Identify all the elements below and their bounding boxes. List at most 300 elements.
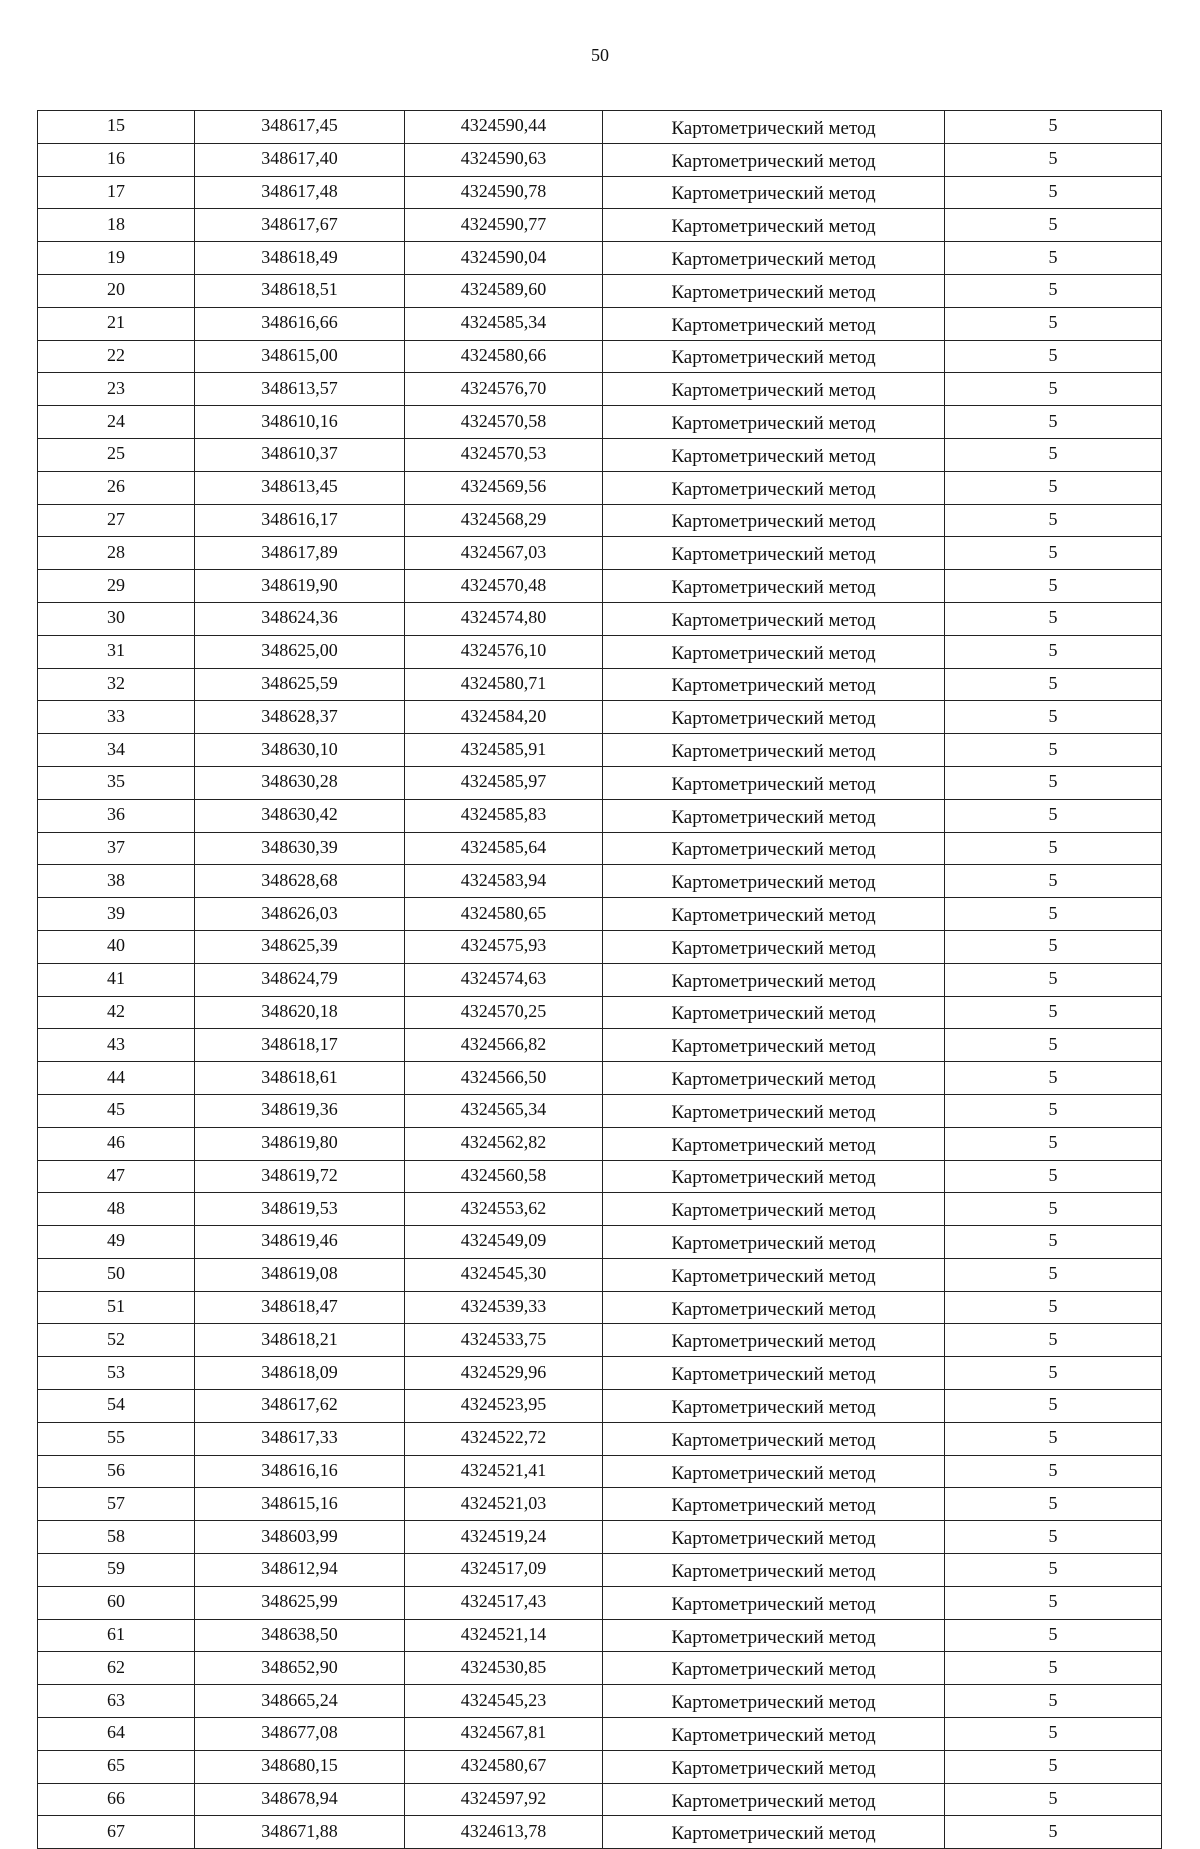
method-cell: Картометрический метод <box>603 1488 945 1521</box>
x-coordinate-cell: 348619,46 <box>195 1226 405 1259</box>
accuracy-cell: 5 <box>945 1357 1162 1390</box>
table-row <box>38 1258 1162 1291</box>
y-coordinate-cell: 4324522,72 <box>405 1422 603 1455</box>
point-number-cell: 21 <box>38 307 195 340</box>
y-coordinate-cell: 4324590,77 <box>405 209 603 242</box>
y-coordinate-cell: 4324565,34 <box>405 1094 603 1127</box>
accuracy-cell: 5 <box>945 1619 1162 1652</box>
point-number-cell: 66 <box>38 1783 195 1816</box>
table-row <box>38 209 1162 242</box>
accuracy-cell: 5 <box>945 1390 1162 1423</box>
table-row <box>38 1226 1162 1259</box>
point-number-cell: 47 <box>38 1160 195 1193</box>
x-coordinate-cell: 348630,28 <box>195 766 405 799</box>
table-row <box>38 1160 1162 1193</box>
method-cell: Картометрический метод <box>603 1718 945 1751</box>
method-cell: Картометрический метод <box>603 963 945 996</box>
method-cell: Картометрический метод <box>603 504 945 537</box>
x-coordinate-cell: 348624,79 <box>195 963 405 996</box>
method-cell: Картометрический метод <box>603 1226 945 1259</box>
x-coordinate-cell: 348617,40 <box>195 143 405 176</box>
y-coordinate-cell: 4324553,62 <box>405 1193 603 1226</box>
accuracy-cell: 5 <box>945 799 1162 832</box>
table-row <box>38 1193 1162 1226</box>
x-coordinate-cell: 348615,00 <box>195 340 405 373</box>
y-coordinate-cell: 4324549,09 <box>405 1226 603 1259</box>
method-cell: Картометрический метод <box>603 1783 945 1816</box>
method-cell: Картометрический метод <box>603 242 945 275</box>
accuracy-cell: 5 <box>945 963 1162 996</box>
method-cell: Картометрический метод <box>603 373 945 406</box>
table-row <box>38 1390 1162 1423</box>
y-coordinate-cell: 4324570,53 <box>405 438 603 471</box>
method-cell: Картометрический метод <box>603 701 945 734</box>
accuracy-cell: 5 <box>945 274 1162 307</box>
point-number-cell: 35 <box>38 766 195 799</box>
point-number-cell: 34 <box>38 734 195 767</box>
y-coordinate-cell: 4324584,20 <box>405 701 603 734</box>
table-row <box>38 1718 1162 1751</box>
method-cell: Картометрический метод <box>603 143 945 176</box>
y-coordinate-cell: 4324545,23 <box>405 1685 603 1718</box>
accuracy-cell: 5 <box>945 701 1162 734</box>
x-coordinate-cell: 348630,42 <box>195 799 405 832</box>
point-number-cell: 23 <box>38 373 195 406</box>
x-coordinate-cell: 348616,17 <box>195 504 405 537</box>
point-number-cell: 36 <box>38 799 195 832</box>
accuracy-cell: 5 <box>945 1422 1162 1455</box>
table-row <box>38 406 1162 439</box>
point-number-cell: 49 <box>38 1226 195 1259</box>
x-coordinate-cell: 348617,89 <box>195 537 405 570</box>
y-coordinate-cell: 4324570,58 <box>405 406 603 439</box>
x-coordinate-cell: 348618,21 <box>195 1324 405 1357</box>
method-cell: Картометрический метод <box>603 1554 945 1587</box>
x-coordinate-cell: 348630,10 <box>195 734 405 767</box>
accuracy-cell: 5 <box>945 996 1162 1029</box>
accuracy-cell: 5 <box>945 1816 1162 1849</box>
table-row <box>38 504 1162 537</box>
y-coordinate-cell: 4324585,83 <box>405 799 603 832</box>
y-coordinate-cell: 4324539,33 <box>405 1291 603 1324</box>
method-cell: Картометрический метод <box>603 274 945 307</box>
accuracy-cell: 5 <box>945 1521 1162 1554</box>
method-cell: Картометрический метод <box>603 307 945 340</box>
y-coordinate-cell: 4324576,10 <box>405 635 603 668</box>
y-coordinate-cell: 4324519,24 <box>405 1521 603 1554</box>
accuracy-cell: 5 <box>945 537 1162 570</box>
x-coordinate-cell: 348671,88 <box>195 1816 405 1849</box>
y-coordinate-cell: 4324566,50 <box>405 1062 603 1095</box>
accuracy-cell: 5 <box>945 1029 1162 1062</box>
y-coordinate-cell: 4324575,93 <box>405 930 603 963</box>
table-row <box>38 1422 1162 1455</box>
accuracy-cell: 5 <box>945 1586 1162 1619</box>
x-coordinate-cell: 348625,39 <box>195 930 405 963</box>
point-number-cell: 40 <box>38 930 195 963</box>
table-row <box>38 1127 1162 1160</box>
x-coordinate-cell: 348612,94 <box>195 1554 405 1587</box>
point-number-cell: 33 <box>38 701 195 734</box>
method-cell: Картометрический метод <box>603 1422 945 1455</box>
accuracy-cell: 5 <box>945 242 1162 275</box>
coordinates-table-body <box>38 111 1162 1849</box>
accuracy-cell: 5 <box>945 1750 1162 1783</box>
x-coordinate-cell: 348617,48 <box>195 176 405 209</box>
point-number-cell: 48 <box>38 1193 195 1226</box>
accuracy-cell: 5 <box>945 734 1162 767</box>
accuracy-cell: 5 <box>945 1554 1162 1587</box>
method-cell: Картометрический метод <box>603 635 945 668</box>
method-cell: Картометрический метод <box>603 1094 945 1127</box>
y-coordinate-cell: 4324585,64 <box>405 832 603 865</box>
x-coordinate-cell: 348615,16 <box>195 1488 405 1521</box>
point-number-cell: 15 <box>38 111 195 144</box>
method-cell: Картометрический метод <box>603 1062 945 1095</box>
point-number-cell: 53 <box>38 1357 195 1390</box>
table-row <box>38 1816 1162 1849</box>
method-cell: Картометрический метод <box>603 1816 945 1849</box>
table-row <box>38 1586 1162 1619</box>
table-row <box>38 111 1162 144</box>
point-number-cell: 54 <box>38 1390 195 1423</box>
accuracy-cell: 5 <box>945 865 1162 898</box>
accuracy-cell: 5 <box>945 111 1162 144</box>
y-coordinate-cell: 4324568,29 <box>405 504 603 537</box>
table-row <box>38 537 1162 570</box>
point-number-cell: 52 <box>38 1324 195 1357</box>
accuracy-cell: 5 <box>945 1094 1162 1127</box>
y-coordinate-cell: 4324521,14 <box>405 1619 603 1652</box>
y-coordinate-cell: 4324597,92 <box>405 1783 603 1816</box>
method-cell: Картометрический метод <box>603 176 945 209</box>
table-row <box>38 373 1162 406</box>
y-coordinate-cell: 4324613,78 <box>405 1816 603 1849</box>
point-number-cell: 60 <box>38 1586 195 1619</box>
method-cell: Картометрический метод <box>603 799 945 832</box>
accuracy-cell: 5 <box>945 471 1162 504</box>
x-coordinate-cell: 348618,51 <box>195 274 405 307</box>
y-coordinate-cell: 4324590,04 <box>405 242 603 275</box>
table-row <box>38 734 1162 767</box>
y-coordinate-cell: 4324569,56 <box>405 471 603 504</box>
table-row <box>38 143 1162 176</box>
table-row <box>38 471 1162 504</box>
y-coordinate-cell: 4324590,44 <box>405 111 603 144</box>
point-number-cell: 27 <box>38 504 195 537</box>
point-number-cell: 59 <box>38 1554 195 1587</box>
y-coordinate-cell: 4324530,85 <box>405 1652 603 1685</box>
y-coordinate-cell: 4324560,58 <box>405 1160 603 1193</box>
point-number-cell: 31 <box>38 635 195 668</box>
table-row <box>38 799 1162 832</box>
table-row <box>38 1094 1162 1127</box>
y-coordinate-cell: 4324585,91 <box>405 734 603 767</box>
y-coordinate-cell: 4324585,97 <box>405 766 603 799</box>
point-number-cell: 67 <box>38 1816 195 1849</box>
x-coordinate-cell: 348617,33 <box>195 1422 405 1455</box>
accuracy-cell: 5 <box>945 898 1162 931</box>
point-number-cell: 24 <box>38 406 195 439</box>
table-row <box>38 1488 1162 1521</box>
method-cell: Картометрический метод <box>603 865 945 898</box>
method-cell: Картометрический метод <box>603 570 945 603</box>
accuracy-cell: 5 <box>945 1160 1162 1193</box>
y-coordinate-cell: 4324566,82 <box>405 1029 603 1062</box>
table-row <box>38 1554 1162 1587</box>
x-coordinate-cell: 348630,39 <box>195 832 405 865</box>
method-cell: Картометрический метод <box>603 1127 945 1160</box>
accuracy-cell: 5 <box>945 1783 1162 1816</box>
method-cell: Картометрический метод <box>603 832 945 865</box>
method-cell: Картометрический метод <box>603 1160 945 1193</box>
table-row <box>38 1455 1162 1488</box>
accuracy-cell: 5 <box>945 1226 1162 1259</box>
point-number-cell: 51 <box>38 1291 195 1324</box>
accuracy-cell: 5 <box>945 1718 1162 1751</box>
y-coordinate-cell: 4324574,63 <box>405 963 603 996</box>
x-coordinate-cell: 348626,03 <box>195 898 405 931</box>
y-coordinate-cell: 4324589,60 <box>405 274 603 307</box>
y-coordinate-cell: 4324590,78 <box>405 176 603 209</box>
method-cell: Картометрический метод <box>603 1258 945 1291</box>
x-coordinate-cell: 348628,37 <box>195 701 405 734</box>
table-row <box>38 963 1162 996</box>
table-row <box>38 668 1162 701</box>
y-coordinate-cell: 4324570,48 <box>405 570 603 603</box>
method-cell: Картометрический метод <box>603 1193 945 1226</box>
point-number-cell: 44 <box>38 1062 195 1095</box>
table-row <box>38 1685 1162 1718</box>
method-cell: Картометрический метод <box>603 471 945 504</box>
accuracy-cell: 5 <box>945 143 1162 176</box>
y-coordinate-cell: 4324517,09 <box>405 1554 603 1587</box>
x-coordinate-cell: 348616,66 <box>195 307 405 340</box>
table-row <box>38 701 1162 734</box>
accuracy-cell: 5 <box>945 406 1162 439</box>
method-cell: Картометрический метод <box>603 1750 945 1783</box>
x-coordinate-cell: 348619,53 <box>195 1193 405 1226</box>
x-coordinate-cell: 348618,49 <box>195 242 405 275</box>
method-cell: Картометрический метод <box>603 1586 945 1619</box>
accuracy-cell: 5 <box>945 602 1162 635</box>
method-cell: Картометрический метод <box>603 438 945 471</box>
x-coordinate-cell: 348610,37 <box>195 438 405 471</box>
y-coordinate-cell: 4324567,03 <box>405 537 603 570</box>
method-cell: Картометрический метод <box>603 1652 945 1685</box>
x-coordinate-cell: 348610,16 <box>195 406 405 439</box>
x-coordinate-cell: 348618,17 <box>195 1029 405 1062</box>
x-coordinate-cell: 348680,15 <box>195 1750 405 1783</box>
method-cell: Картометрический метод <box>603 766 945 799</box>
point-number-cell: 29 <box>38 570 195 603</box>
x-coordinate-cell: 348624,36 <box>195 602 405 635</box>
y-coordinate-cell: 4324567,81 <box>405 1718 603 1751</box>
y-coordinate-cell: 4324574,80 <box>405 602 603 635</box>
method-cell: Картометрический метод <box>603 930 945 963</box>
y-coordinate-cell: 4324580,71 <box>405 668 603 701</box>
accuracy-cell: 5 <box>945 668 1162 701</box>
x-coordinate-cell: 348619,90 <box>195 570 405 603</box>
table-row <box>38 1029 1162 1062</box>
method-cell: Картометрический метод <box>603 734 945 767</box>
x-coordinate-cell: 348678,94 <box>195 1783 405 1816</box>
accuracy-cell: 5 <box>945 1062 1162 1095</box>
point-number-cell: 41 <box>38 963 195 996</box>
point-number-cell: 57 <box>38 1488 195 1521</box>
point-number-cell: 43 <box>38 1029 195 1062</box>
accuracy-cell: 5 <box>945 1652 1162 1685</box>
table-row <box>38 1324 1162 1357</box>
x-coordinate-cell: 348620,18 <box>195 996 405 1029</box>
table-row <box>38 340 1162 373</box>
y-coordinate-cell: 4324562,82 <box>405 1127 603 1160</box>
table-row <box>38 1291 1162 1324</box>
point-number-cell: 30 <box>38 602 195 635</box>
table-row <box>38 898 1162 931</box>
x-coordinate-cell: 348619,36 <box>195 1094 405 1127</box>
table-row <box>38 1783 1162 1816</box>
x-coordinate-cell: 348618,09 <box>195 1357 405 1390</box>
point-number-cell: 42 <box>38 996 195 1029</box>
table-row <box>38 635 1162 668</box>
accuracy-cell: 5 <box>945 1193 1162 1226</box>
table-row <box>38 996 1162 1029</box>
method-cell: Картометрический метод <box>603 1619 945 1652</box>
point-number-cell: 58 <box>38 1521 195 1554</box>
x-coordinate-cell: 348625,99 <box>195 1586 405 1619</box>
x-coordinate-cell: 348619,72 <box>195 1160 405 1193</box>
point-number-cell: 37 <box>38 832 195 865</box>
table-row <box>38 242 1162 275</box>
accuracy-cell: 5 <box>945 504 1162 537</box>
method-cell: Картометрический метод <box>603 209 945 242</box>
point-number-cell: 22 <box>38 340 195 373</box>
point-number-cell: 28 <box>38 537 195 570</box>
table-row <box>38 1521 1162 1554</box>
x-coordinate-cell: 348665,24 <box>195 1685 405 1718</box>
point-number-cell: 63 <box>38 1685 195 1718</box>
accuracy-cell: 5 <box>945 766 1162 799</box>
method-cell: Картометрический метод <box>603 111 945 144</box>
y-coordinate-cell: 4324570,25 <box>405 996 603 1029</box>
table-row <box>38 438 1162 471</box>
y-coordinate-cell: 4324521,41 <box>405 1455 603 1488</box>
y-coordinate-cell: 4324580,65 <box>405 898 603 931</box>
accuracy-cell: 5 <box>945 1291 1162 1324</box>
accuracy-cell: 5 <box>945 570 1162 603</box>
table-row <box>38 307 1162 340</box>
accuracy-cell: 5 <box>945 635 1162 668</box>
x-coordinate-cell: 348603,99 <box>195 1521 405 1554</box>
point-number-cell: 45 <box>38 1094 195 1127</box>
method-cell: Картометрический метод <box>603 537 945 570</box>
x-coordinate-cell: 348618,61 <box>195 1062 405 1095</box>
x-coordinate-cell: 348617,62 <box>195 1390 405 1423</box>
x-coordinate-cell: 348619,08 <box>195 1258 405 1291</box>
x-coordinate-cell: 348677,08 <box>195 1718 405 1751</box>
coordinates-table <box>37 110 1162 1849</box>
accuracy-cell: 5 <box>945 209 1162 242</box>
table-row <box>38 766 1162 799</box>
accuracy-cell: 5 <box>945 1685 1162 1718</box>
point-number-cell: 65 <box>38 1750 195 1783</box>
y-coordinate-cell: 4324585,34 <box>405 307 603 340</box>
table-row <box>38 930 1162 963</box>
method-cell: Картометрический метод <box>603 1291 945 1324</box>
accuracy-cell: 5 <box>945 930 1162 963</box>
table-row <box>38 832 1162 865</box>
x-coordinate-cell: 348616,16 <box>195 1455 405 1488</box>
y-coordinate-cell: 4324590,63 <box>405 143 603 176</box>
table-row <box>38 1357 1162 1390</box>
accuracy-cell: 5 <box>945 438 1162 471</box>
point-number-cell: 46 <box>38 1127 195 1160</box>
accuracy-cell: 5 <box>945 1127 1162 1160</box>
accuracy-cell: 5 <box>945 340 1162 373</box>
accuracy-cell: 5 <box>945 176 1162 209</box>
table-row <box>38 176 1162 209</box>
method-cell: Картометрический метод <box>603 340 945 373</box>
x-coordinate-cell: 348618,47 <box>195 1291 405 1324</box>
point-number-cell: 18 <box>38 209 195 242</box>
method-cell: Картометрический метод <box>603 1324 945 1357</box>
point-number-cell: 39 <box>38 898 195 931</box>
point-number-cell: 50 <box>38 1258 195 1291</box>
method-cell: Картометрический метод <box>603 406 945 439</box>
x-coordinate-cell: 348619,80 <box>195 1127 405 1160</box>
point-number-cell: 38 <box>38 865 195 898</box>
accuracy-cell: 5 <box>945 1455 1162 1488</box>
method-cell: Картометрический метод <box>603 1357 945 1390</box>
y-coordinate-cell: 4324583,94 <box>405 865 603 898</box>
x-coordinate-cell: 348613,45 <box>195 471 405 504</box>
x-coordinate-cell: 348625,00 <box>195 635 405 668</box>
point-number-cell: 61 <box>38 1619 195 1652</box>
page-number: 50 <box>591 45 609 65</box>
point-number-cell: 64 <box>38 1718 195 1751</box>
method-cell: Картометрический метод <box>603 1390 945 1423</box>
x-coordinate-cell: 348617,67 <box>195 209 405 242</box>
point-number-cell: 56 <box>38 1455 195 1488</box>
x-coordinate-cell: 348628,68 <box>195 865 405 898</box>
point-number-cell: 62 <box>38 1652 195 1685</box>
accuracy-cell: 5 <box>945 1488 1162 1521</box>
y-coordinate-cell: 4324533,75 <box>405 1324 603 1357</box>
table-row <box>38 865 1162 898</box>
point-number-cell: 16 <box>38 143 195 176</box>
y-coordinate-cell: 4324580,67 <box>405 1750 603 1783</box>
accuracy-cell: 5 <box>945 307 1162 340</box>
method-cell: Картометрический метод <box>603 1455 945 1488</box>
y-coordinate-cell: 4324529,96 <box>405 1357 603 1390</box>
method-cell: Картометрический метод <box>603 996 945 1029</box>
method-cell: Картометрический метод <box>603 602 945 635</box>
accuracy-cell: 5 <box>945 373 1162 406</box>
method-cell: Картометрический метод <box>603 898 945 931</box>
y-coordinate-cell: 4324576,70 <box>405 373 603 406</box>
table-row <box>38 570 1162 603</box>
table-row <box>38 274 1162 307</box>
table-row <box>38 602 1162 635</box>
table-row <box>38 1062 1162 1095</box>
method-cell: Картометрический метод <box>603 1685 945 1718</box>
point-number-cell: 17 <box>38 176 195 209</box>
table-row <box>38 1750 1162 1783</box>
x-coordinate-cell: 348638,50 <box>195 1619 405 1652</box>
y-coordinate-cell: 4324545,30 <box>405 1258 603 1291</box>
y-coordinate-cell: 4324580,66 <box>405 340 603 373</box>
